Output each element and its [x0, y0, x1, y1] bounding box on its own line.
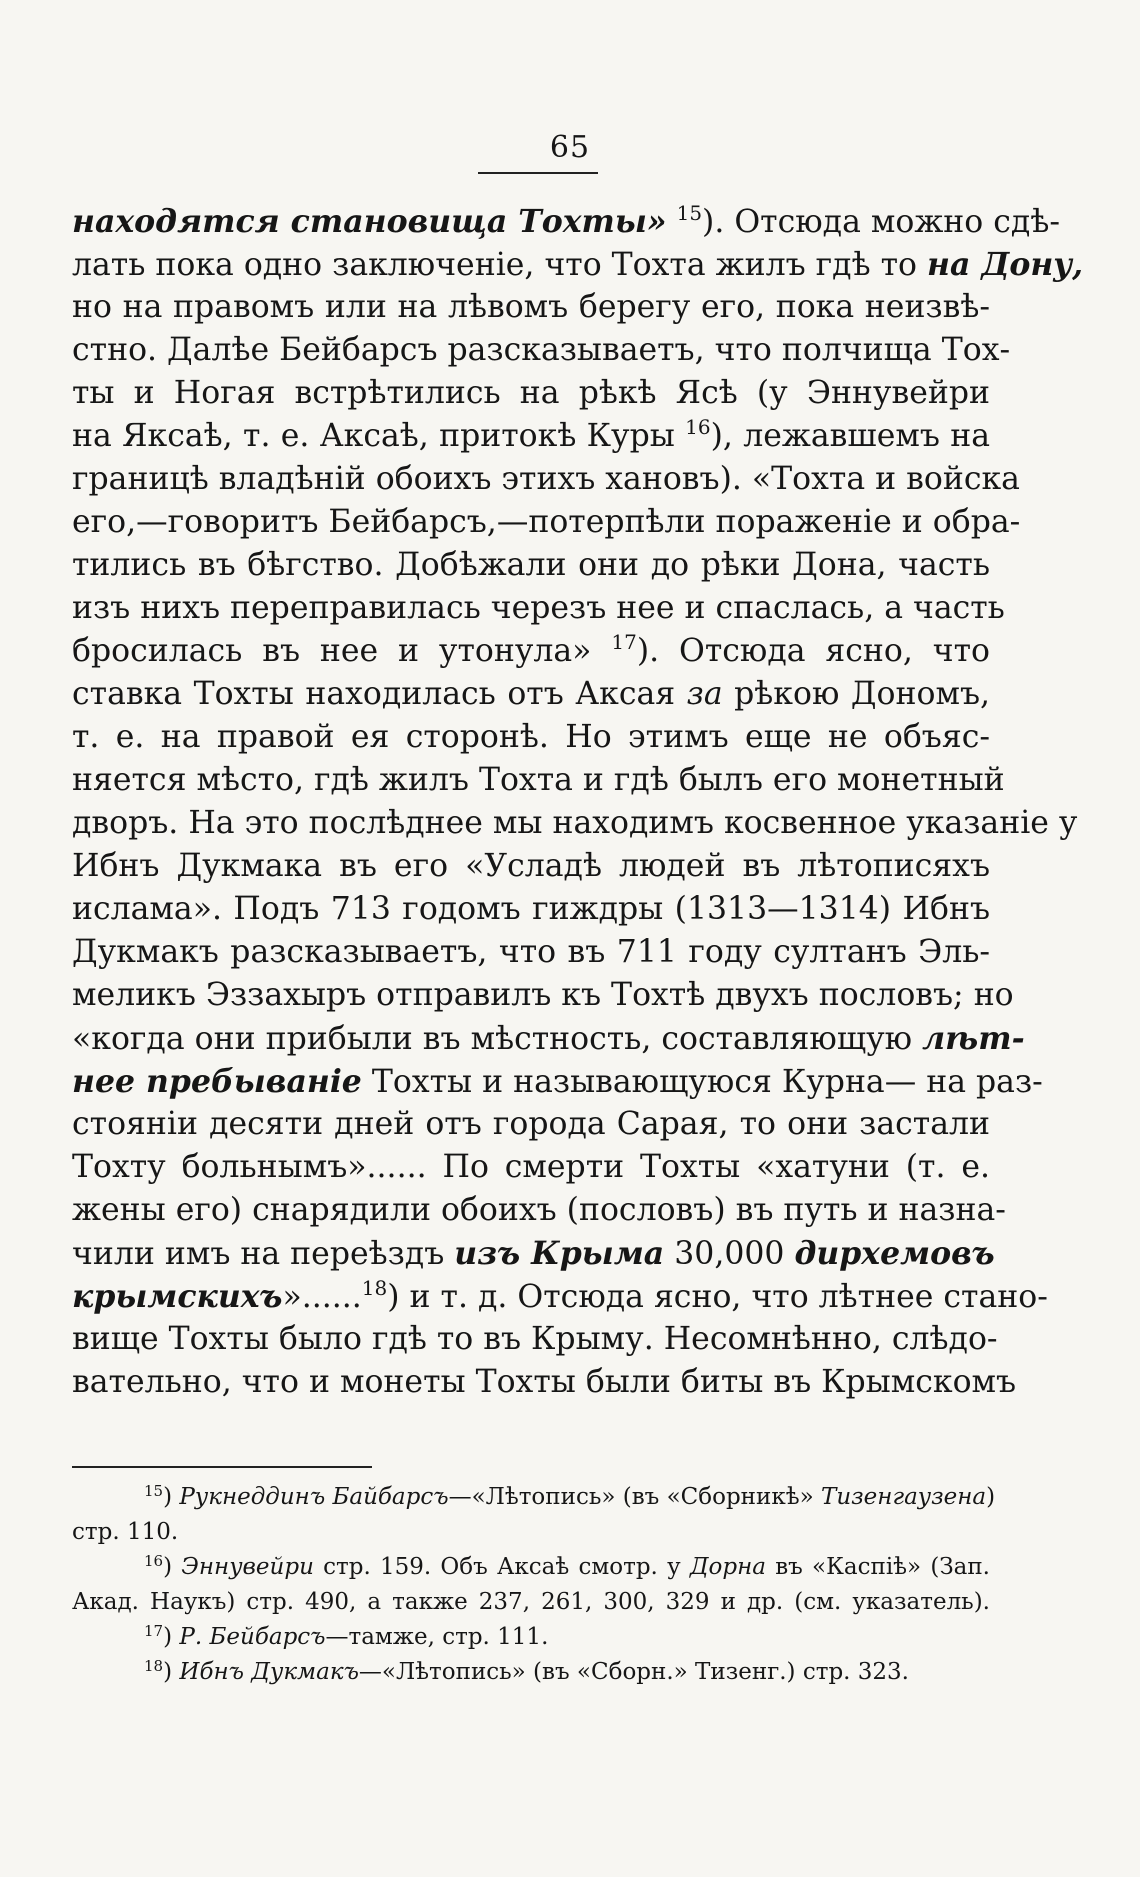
text-line [72, 372, 990, 415]
emphasis-text: дирхемовъ [794, 1235, 995, 1272]
text-line [72, 587, 1005, 630]
footnote-line [72, 1585, 990, 1620]
text-run: дворъ. На это послѣднее мы находимъ косвенное указаніе у [72, 805, 1078, 841]
text-run: стно. Далѣе Бейбарсъ разсказываетъ, что полчища Тох- [72, 332, 1011, 368]
text-line [72, 931, 990, 974]
text-line [72, 1361, 1017, 1404]
italic-text: Дорна [689, 1554, 766, 1580]
italic-text: Тизенгаузена [820, 1484, 987, 1510]
footnote-ref: 15 [144, 1482, 164, 1500]
text-line [72, 286, 990, 329]
text-line [72, 1017, 1025, 1060]
text-line [72, 1318, 998, 1361]
text-line [72, 673, 990, 716]
text-run: тились въ бѣгство. Добѣжали они до рѣки Дона, часть [72, 547, 990, 583]
text-line [72, 759, 1005, 802]
text-line [72, 716, 990, 759]
text-run: —«Лѣтопись» (въ «Сборникѣ» [448, 1484, 821, 1510]
emphasis-text: лѣт- [922, 1020, 1025, 1057]
page-number: 65 [549, 130, 591, 165]
text-run: няется мѣсто, гдѣ жилъ Тохта и гдѣ былъ его монетный [72, 762, 1005, 798]
text-run: ), лежавшемъ на [710, 418, 990, 454]
italic-text: Р. Бейбарсъ [179, 1624, 326, 1650]
text-run: стояніи десяти дней отъ города Сарая, то они застали [72, 1106, 990, 1142]
footnotes [72, 1480, 996, 1690]
text-line [72, 888, 990, 931]
text-line [72, 1103, 990, 1146]
footnote-ref: 17 [144, 1622, 164, 1640]
text-line [72, 329, 1011, 372]
text-line [72, 1189, 1006, 1232]
text-line [72, 200, 1060, 243]
text-run: но на правомъ или на лѣвомъ берегу его, пока неизвѣ- [72, 289, 990, 325]
text-run: «когда они прибыли въ мѣстность, составляющую [72, 1021, 923, 1057]
text-run: Акад. Наукъ) стр. 490, а также 237, 261, 300, 329 и др. (см. указатель). [72, 1589, 990, 1615]
text-run: чили имъ на переѣздъ [72, 1236, 455, 1272]
text-line [72, 1146, 990, 1189]
text-run: ) [163, 1624, 180, 1650]
italic-text: Рукнеддинъ Байбарсъ [179, 1484, 449, 1510]
text-run: лать пока одно заключеніе, что Тохта жилъ гдѣ то [72, 247, 927, 283]
text-line [72, 415, 990, 458]
footnote-rule [72, 1466, 372, 1468]
text-run: меликъ Эззахыръ отправилъ къ Тохтѣ двухъ пословъ; но [72, 977, 1014, 1013]
header-rule [478, 172, 598, 174]
text-run: рѣкою Дономъ, [722, 676, 990, 712]
text-line [72, 501, 1021, 544]
text-run: 30,000 [664, 1236, 795, 1272]
text-line [72, 630, 990, 673]
italic-text: Ибнъ Дукмакъ [179, 1659, 359, 1685]
text-run: Дукмакъ разсказываетъ, что въ 711 году султанъ Эль- [72, 934, 990, 970]
text-line [72, 458, 1020, 501]
text-run: »...... [282, 1279, 362, 1315]
footnote-line [72, 1620, 990, 1655]
text-run: бросилась въ нее и утонула» [72, 633, 612, 669]
text-run: ставка Тохты находилась отъ Аксая [72, 676, 687, 712]
footnote-ref: 18 [144, 1657, 164, 1675]
emphasis-text: изъ Крыма [454, 1235, 665, 1272]
footnote-ref: 15 [676, 201, 703, 225]
emphasis-text: крымскихъ [72, 1278, 283, 1315]
text-run: ) [163, 1554, 182, 1580]
text-run: ) и т. д. Отсюда ясно, что лѣтнее стано- [387, 1279, 1048, 1315]
text-run: ) [163, 1659, 180, 1685]
text-run: изъ нихъ переправилась черезъ нее и спаслась, а часть [72, 590, 1005, 626]
footnote-ref: 16 [144, 1552, 164, 1570]
text-line [72, 1232, 995, 1275]
body-text [72, 200, 1084, 1404]
text-run: ). Отсюда можно сдѣ- [702, 204, 1060, 240]
text-run: ). Отсюда ясно, что [636, 633, 990, 669]
footnote-ref: 16 [685, 415, 711, 439]
text-run: —«Лѣтопись» (въ «Сборн.» Тизенг.) стр. 323. [358, 1659, 909, 1685]
footnote-ref: 18 [361, 1276, 388, 1300]
footnote-line [72, 1515, 990, 1550]
text-run: ты и Ногая встрѣтились на рѣкѣ Ясѣ (у Эннувейри [72, 375, 990, 411]
footnote-line [72, 1655, 990, 1690]
text-line [72, 845, 990, 888]
text-run: т. е. на правой ея сторонѣ. Но этимъ еще не объяс- [72, 719, 990, 755]
emphasis-text: на Дону, [926, 246, 1084, 283]
text-run: въ «Каспіѣ» (Зап. [765, 1554, 990, 1580]
text-run: ислама». Подъ 713 годомъ гиждры (1313—1314) Ибнъ [72, 891, 990, 927]
text-run: стр. 110. [72, 1519, 179, 1545]
footnote-ref: 17 [611, 630, 637, 654]
text-line [72, 974, 1014, 1017]
text-line [72, 1060, 1043, 1103]
text-run: —тамже, стр. 111. [325, 1624, 549, 1650]
emphasis-text: находятся становища Тохты» [72, 203, 667, 240]
footnote-line [72, 1550, 990, 1585]
text-line [72, 1275, 1048, 1318]
text-run: границѣ владѣній обоихъ этихъ хановъ). «Тохта и войска [72, 461, 1020, 497]
emphasis-text: нее пребываніе [72, 1063, 362, 1100]
footnote-line [72, 1480, 996, 1515]
text-line [72, 802, 1078, 845]
text-run: Ибнъ Дукмака въ его «Усладѣ людей въ лѣтописяхъ [72, 848, 990, 884]
text-run: его,—говоритъ Бейбарсъ,—потерпѣли пораженіе и обра- [72, 504, 1021, 540]
italic-text: за [686, 676, 723, 712]
text-run: Тохты и называющуюся Курна— на раз- [361, 1064, 1043, 1100]
text-run: Тохту больнымъ»...... По смерти Тохты «хатуни (т. е. [72, 1149, 990, 1185]
text-run: вательно, что и монеты Тохты были биты въ Крымскомъ [72, 1364, 1017, 1400]
text-line [72, 544, 990, 587]
text-run: на Яксаѣ, т. е. Аксаѣ, притокѣ Куры [72, 418, 686, 454]
text-run: ) [986, 1484, 996, 1510]
text-line [72, 243, 1084, 286]
text-run: вище Тохты было гдѣ то въ Крыму. Несомнѣнно, слѣдо- [72, 1321, 998, 1357]
text-run [667, 204, 677, 240]
text-run: стр. 159. Объ Аксаѣ смотр. у [313, 1554, 690, 1580]
text-run: ) [163, 1484, 180, 1510]
italic-text: Эннувейри [181, 1554, 314, 1580]
text-run: жены его) снарядили обоихъ (пословъ) въ путь и назна- [72, 1192, 1006, 1228]
